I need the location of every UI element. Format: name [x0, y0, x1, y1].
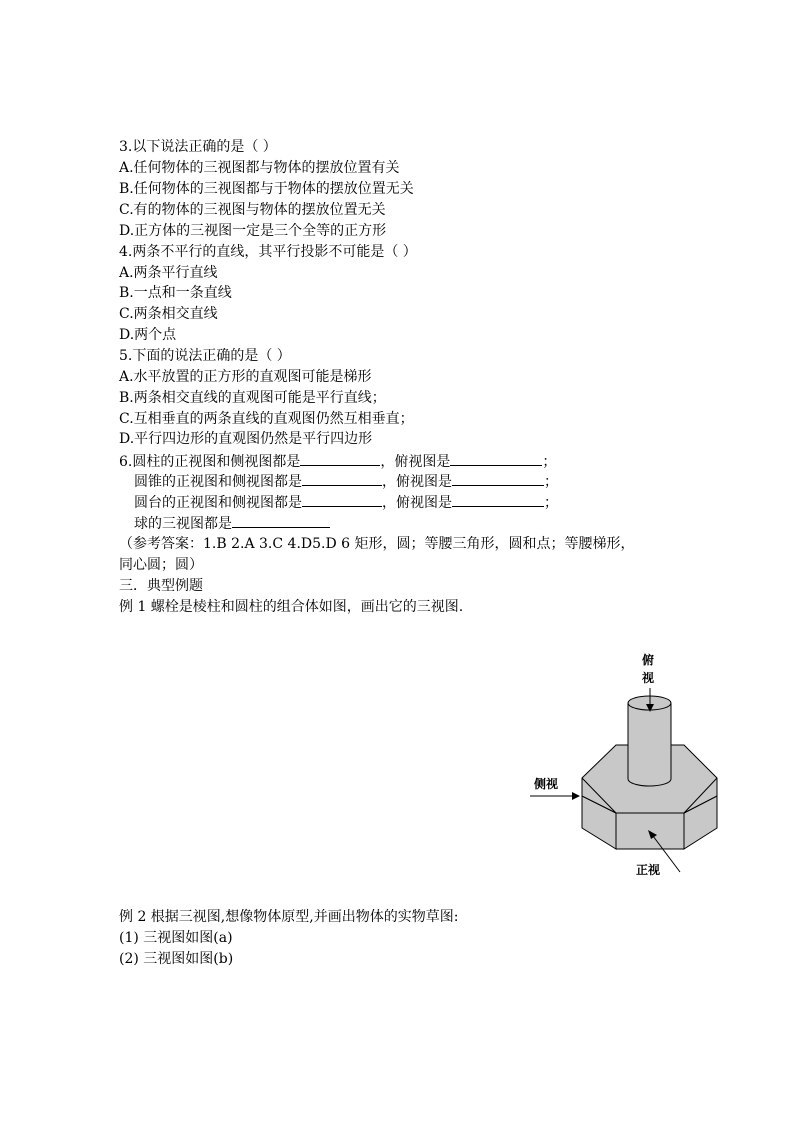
question-6-line-4-text-a: 球的三视图都是 — [134, 516, 232, 532]
question-6-line-1-text-c: ； — [542, 454, 557, 470]
question-6-line-3-text-c: ； — [544, 495, 558, 511]
question-6-line-4 — [134, 513, 330, 534]
question-5-option-a: A.水平放置的正方形的直观图可能是梯形 — [119, 369, 372, 385]
answer-blank[interactable] — [452, 471, 544, 486]
question-6-line-3-text-a: 圆台的正视图和侧视图都是 — [134, 495, 302, 511]
bolt-figure — [520, 648, 735, 880]
question-3-option-d: D.正方体的三视图一定是三个全等的正方形 — [119, 223, 387, 239]
label-top-view-2: 视 — [642, 671, 655, 685]
question-5-option-c: C.互相垂直的两条直线的直观图仍然互相垂直； — [119, 411, 414, 427]
question-6-line-2-text-a: 圆锥的正视图和侧视图都是 — [134, 474, 302, 490]
question-4-option-b: B.一点和一条直线 — [119, 285, 232, 301]
question-3-option-a: A.任何物体的三视图都与物体的摆放位置有关 — [119, 160, 400, 176]
answer-blank[interactable] — [232, 513, 330, 528]
question-5-stem: 5.下面的说法正确的是（ ） — [119, 348, 291, 364]
question-4-option-d: D.两个点 — [119, 327, 177, 343]
question-4-option-a: A.两条平行直线 — [119, 265, 218, 281]
answer-blank[interactable] — [302, 492, 382, 507]
label-front-view: 正视 — [636, 863, 661, 877]
question-6-line-1-text-b: ，俯视图是 — [380, 454, 451, 470]
question-6-line-2-text-b: ，俯视图是 — [382, 474, 452, 490]
answer-blank[interactable] — [302, 471, 382, 486]
example-1-text: 例 1 螺栓是棱柱和圆柱的组合体如图，画出它的三视图. — [119, 599, 464, 615]
example-2-item-1: (1) 三视图如图(a) — [119, 930, 233, 946]
question-5-option-d: D.平行四边形的直观图仍然是平行四边形 — [119, 431, 373, 447]
question-5-option-b: B.两条相交直线的直观图可能是平行直线； — [119, 390, 386, 406]
answer-blank[interactable] — [452, 492, 544, 507]
arrow-head-icon — [572, 792, 580, 800]
cylinder-body — [628, 703, 671, 779]
question-6-line-2 — [134, 471, 558, 492]
example-2-text: 例 2 根据三视图,想像物体原型,并画出物体的实物草图: — [119, 909, 459, 925]
answer-line-2: 同心圆；圆） — [119, 557, 203, 573]
question-3-stem: 3.以下说法正确的是（ ） — [119, 139, 277, 155]
label-side-view: 侧视 — [534, 777, 559, 791]
example-2-item-2: (2) 三视图如图(b) — [119, 951, 234, 967]
question-6-line-3 — [134, 492, 558, 513]
question-6-line-1-text-a: 6.圆柱的正视图和侧视图都是 — [119, 454, 301, 470]
prism-front-face — [616, 813, 684, 849]
answer-blank[interactable] — [450, 451, 542, 466]
question-6-line-3-text-b: ，俯视图是 — [382, 495, 452, 511]
answer-blank[interactable] — [300, 451, 380, 466]
question-3-option-b: B.任何物体的三视图都与于物体的摆放位置无关 — [119, 181, 414, 197]
question-3-option-c: C.有的物体的三视图与物体的摆放位置无关 — [119, 202, 386, 218]
question-4-stem: 4.两条不平行的直线，其平行投影不可能是（ ） — [119, 244, 417, 260]
question-6-line-1 — [119, 451, 556, 472]
question-6-line-2-text-c: ； — [544, 474, 558, 490]
answer-line-1: （参考答案：1.B 2.A 3.C 4.D5.D 6 矩形，圆；等腰三角形，圆和点；等腰梯形， — [119, 536, 635, 552]
section-heading: 三．典型例题 — [119, 578, 203, 594]
label-top-view-1: 俯 — [642, 653, 655, 667]
question-4-option-c: C.两条相交直线 — [119, 306, 218, 322]
